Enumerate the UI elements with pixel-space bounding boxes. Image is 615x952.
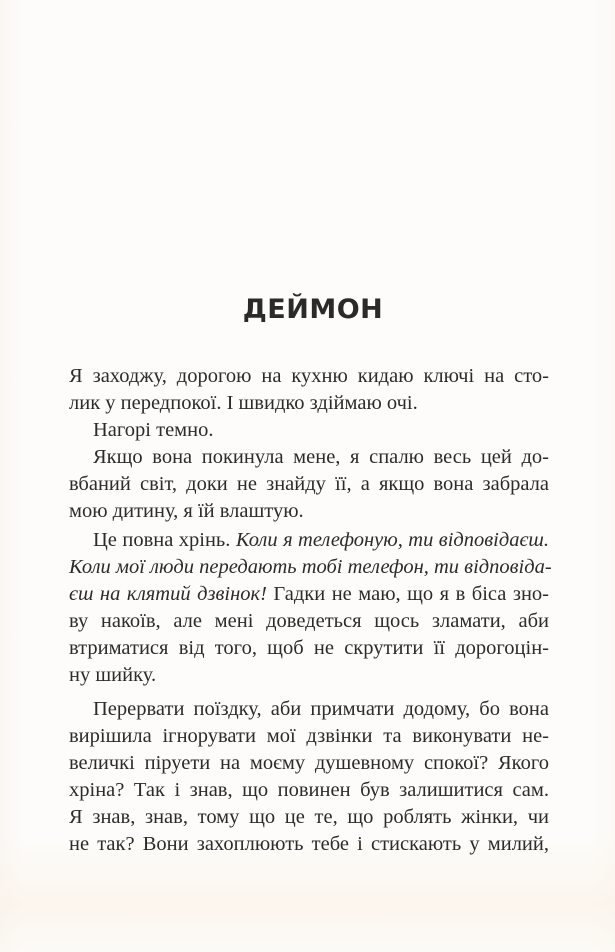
- text-line: Я знав, знав, тому що це те, що роблять жінки, чи: [69, 806, 549, 828]
- text-line: величкі піруети на моєму душевному спокої? Якого: [69, 752, 549, 774]
- text-line: [69, 527, 549, 554]
- text-line: не так? Вони захоплюють тебе і стискають у милий,: [69, 833, 549, 855]
- text-normal: Гадки не маю, що я в біса зно-: [266, 583, 549, 605]
- text-italic: Коли мої люди передають тобі телефон, ти відповіда-: [69, 556, 552, 578]
- text-line: лик у передпокої. І швидко здіймаю очі.: [69, 392, 418, 414]
- text-line: мою дитину, я їй влаштую.: [69, 500, 304, 522]
- text-line: хріна? Так і знав, що повинен був залишитися сам.: [69, 779, 549, 801]
- paragraph: [69, 444, 549, 525]
- text-line: ну шийку.: [69, 664, 157, 686]
- paragraph: [69, 417, 549, 444]
- text-line: втриматися від того, щоб не скрутити її дорогоцін-: [69, 637, 549, 659]
- text-line: ву накоїв, але мені доведеться щось зламати, аби: [69, 610, 549, 632]
- text-italic: Коли я телефоную, ти відповідаєш.: [235, 529, 550, 551]
- text-line: Я заходжу, дорогою на кухню кидаю ключі на сто-: [69, 365, 549, 387]
- text-normal: Це повна хрінь.: [93, 529, 236, 551]
- text-line: вбаний світ, доки не знайду її, а якщо вона забрала: [69, 473, 549, 495]
- text-line: Перервати поїздку, аби примчати додому, бо вона: [93, 698, 549, 720]
- paragraph: [69, 363, 549, 417]
- paragraph: [69, 696, 549, 858]
- text-line: [69, 581, 549, 608]
- text-line: вирішила ігнорувати мої дзвінки та виконувати не-: [69, 725, 549, 747]
- paragraph: [69, 527, 552, 689]
- text-line: Нагорі темно.: [93, 419, 214, 441]
- text-line: [69, 554, 552, 581]
- chapter-title: ДЕЙМОН: [242, 294, 384, 325]
- paragraph-spacer: [69, 689, 549, 696]
- body-text: [69, 363, 552, 858]
- text-line: Якщо вона покинула мене, я спалю весь цей до-: [93, 446, 549, 468]
- text-italic: єш на клятий дзвінок!: [69, 583, 267, 605]
